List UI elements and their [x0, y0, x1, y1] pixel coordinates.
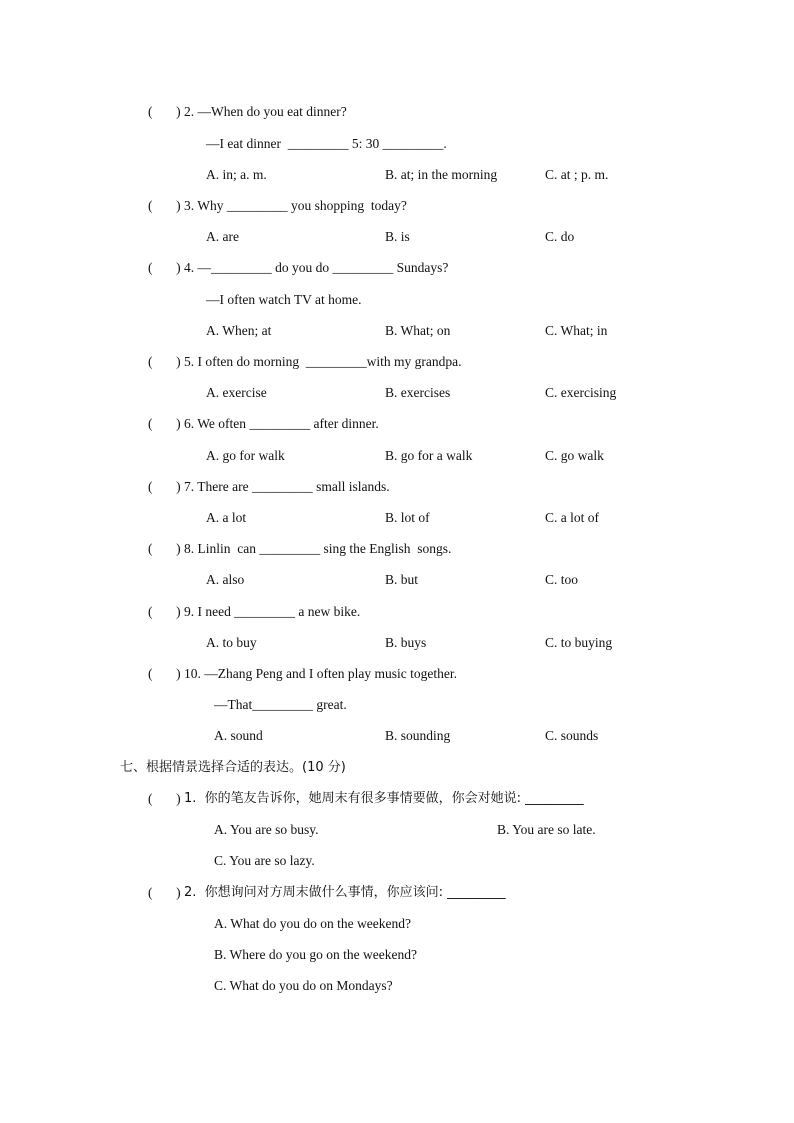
question-7-option-a: A. a lot — [206, 510, 247, 525]
question-5-option-a: A. exercise — [206, 385, 267, 400]
question-10-option-c: C. sounds — [545, 728, 599, 743]
question-9-stem: 9. I need _________ a new bike. — [184, 604, 361, 619]
question-10-stem: 10. —Zhang Peng and I often play music together. — [184, 666, 457, 681]
question-3-option-a: A. are — [206, 229, 239, 244]
question-10-option-a: A. sound — [214, 728, 263, 743]
question-5-option-b: B. exercises — [385, 385, 451, 400]
question-3-option-b: B. is — [385, 229, 410, 244]
answer-paren[interactable]: ( ) — [148, 416, 181, 431]
section-7-question-1-option-b: B. You are so late. — [497, 822, 596, 837]
question-6-option-b: B. go for a walk — [385, 448, 473, 463]
question-2-option-c: C. at ; p. m. — [545, 167, 609, 182]
question-4-stem: 4. —_________ do you do _________ Sundays? — [184, 260, 449, 275]
question-8-option-c: C. too — [545, 572, 579, 587]
question-10-response: —That_________ great. — [214, 697, 347, 712]
answer-paren[interactable]: ( ) — [148, 791, 181, 806]
answer-paren[interactable]: ( ) — [148, 198, 181, 213]
answer-paren[interactable]: ( ) — [148, 604, 181, 619]
section-7-question-1-stem: 1. 你的笔友告诉你，她周末有很多事情要做，你会对她说: _________ — [184, 791, 584, 806]
question-3-option-c: C. do — [545, 229, 575, 244]
question-2-option-a: A. in; a. m. — [206, 167, 267, 182]
question-2-response: —I eat dinner _________ 5: 30 _________. — [206, 136, 447, 151]
section-7-question-2-stem: 2. 你想询问对方周末做什么事情，你应该问: _________ — [184, 885, 506, 900]
question-4-response: —I often watch TV at home. — [206, 292, 362, 307]
answer-paren[interactable]: ( ) — [148, 479, 181, 494]
section-7-title: 七、根据情景选择合适的表达。(10 分) — [120, 760, 346, 775]
question-9-option-a: A. to buy — [206, 635, 257, 650]
question-9-option-b: B. buys — [385, 635, 427, 650]
section-7-question-2-option-b: B. Where do you go on the weekend? — [214, 947, 417, 962]
question-4-option-c: C. What; in — [545, 323, 608, 338]
question-8-stem: 8. Linlin can _________ sing the English songs. — [184, 541, 452, 556]
section-7-question-2-option-c: C. What do you do on Mondays? — [214, 978, 393, 993]
question-4-option-b: B. What; on — [385, 323, 451, 338]
question-7-option-b: B. lot of — [385, 510, 430, 525]
section-7-question-2-option-a: A. What do you do on the weekend? — [214, 916, 411, 931]
question-3-stem: 3. Why _________ you shopping today? — [184, 198, 407, 213]
section-7-question-1-option-c: C. You are so lazy. — [214, 853, 315, 868]
section-7-question-1-option-a: A. You are so busy. — [214, 822, 319, 837]
question-2-option-b: B. at; in the morning — [385, 167, 498, 182]
question-6-stem: 6. We often _________ after dinner. — [184, 416, 379, 431]
answer-paren[interactable]: ( ) — [148, 541, 181, 556]
question-9-option-c: C. to buying — [545, 635, 613, 650]
question-5-stem: 5. I often do morning _________with my grandpa. — [184, 354, 462, 369]
question-6-option-c: C. go walk — [545, 448, 604, 463]
question-5-option-c: C. exercising — [545, 385, 617, 400]
question-8-option-a: A. also — [206, 572, 245, 587]
answer-paren[interactable]: ( ) — [148, 885, 181, 900]
question-2-stem: 2. —When do you eat dinner? — [184, 104, 347, 119]
question-7-stem: 7. There are _________ small islands. — [184, 479, 390, 494]
question-6-option-a: A. go for walk — [206, 448, 285, 463]
question-7-option-c: C. a lot of — [545, 510, 599, 525]
answer-paren[interactable]: ( ) — [148, 354, 181, 369]
answer-paren[interactable]: ( ) — [148, 104, 181, 119]
question-4-option-a: A. When; at — [206, 323, 272, 338]
question-8-option-b: B. but — [385, 572, 419, 587]
answer-paren[interactable]: ( ) — [148, 666, 181, 681]
question-10-option-b: B. sounding — [385, 728, 451, 743]
answer-paren[interactable]: ( ) — [148, 260, 181, 275]
